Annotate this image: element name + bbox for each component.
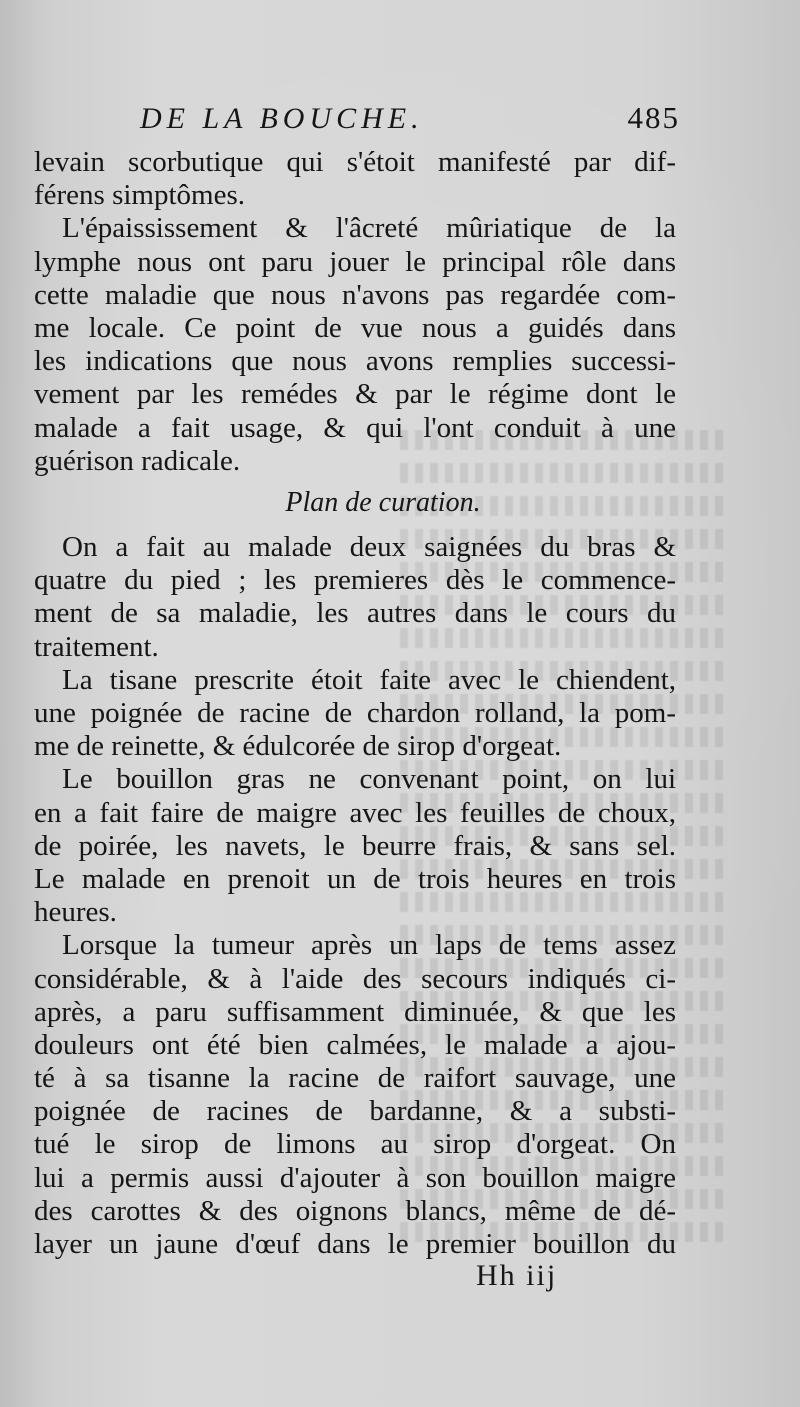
page-text xyxy=(34,146,676,1261)
paragraph-line: On a fait au malade deux saignées du bras & xyxy=(62,531,676,564)
section-heading: Plan de curation. xyxy=(285,486,481,518)
paragraph-line: La tisane prescrite étoit faite avec le chiendent, xyxy=(62,663,676,696)
paragraph-line: lui a permis aussi d'ajouter à son bouillon maigre xyxy=(34,1161,676,1194)
paragraph-line: des carottes & des oignons blancs, même de dé- xyxy=(34,1194,676,1227)
paragraph-line: heures. xyxy=(34,896,117,929)
paragraph-line: Lorsque la tumeur après un laps de tems assez xyxy=(62,929,676,962)
paragraph-line: douleurs ont été bien calmées, le malade a ajou- xyxy=(34,1028,676,1061)
paragraph-line: layer un jaune d'œuf dans le premier bouillon du xyxy=(34,1228,676,1260)
running-head: DE LA BOUCHE. xyxy=(140,102,424,135)
paragraph-line: Le bouillon gras ne convenant point, on lui xyxy=(62,763,676,796)
paragraph-line: tué le sirop de limons au sirop d'orgeat. On xyxy=(34,1128,676,1161)
page-header xyxy=(140,102,680,146)
paragraph-line: Le malade en prenoit un de trois heures en trois xyxy=(34,862,676,895)
paragraph-line: guérison radicale. xyxy=(34,444,241,477)
paragraph-line: de poirée, les navets, le beurre frais, & sans sel. xyxy=(34,829,676,862)
paragraph-line: té à sa tisanne la racine de raifort sauvage, une xyxy=(34,1062,676,1095)
paragraph-line: quatre du pied ; les premieres dès le commence- xyxy=(34,564,676,597)
paragraph-line: malade a fait usage, & qui l'ont conduit à une xyxy=(34,411,676,444)
paragraph-line: en a fait faire de maigre avec les feuilles de choux, xyxy=(34,796,676,829)
paragraph-line: me de reinette, & édulcorée de sirop d'orgeat. xyxy=(34,730,562,763)
text-line: levain scorbutique qui s'étoit manifesté par dif- xyxy=(34,146,676,178)
text-line: férens simptômes. xyxy=(34,179,246,212)
paragraph-line: ment de sa maladie, les autres dans le cours du xyxy=(34,597,676,630)
paragraph-line: les indications que nous avons remplies successi- xyxy=(34,345,676,378)
page-number: 485 xyxy=(627,100,680,135)
paragraph-line: après, a paru suffisamment diminuée, & que les xyxy=(34,995,676,1028)
paragraph-line: traitement. xyxy=(34,630,159,663)
paragraph-line: vement par les remédes & par le régime dont le xyxy=(34,378,676,411)
paragraph-line: poignée de racines de bardanne, & a substi- xyxy=(34,1095,676,1128)
paragraph-line: lymphe nous ont paru jouer le principal rôle dans xyxy=(34,245,676,278)
paragraph-line: une poignée de racine de chardon rolland, la pom- xyxy=(34,697,676,729)
printer-signature: Hh iij xyxy=(476,1259,558,1292)
paragraph-line: L'épaississement & l'âcreté mûriatique de la xyxy=(62,212,676,245)
paragraph-line: me locale. Ce point de vue nous a guidés dans xyxy=(34,311,676,344)
paragraph-line: cette maladie que nous n'avons pas regardée com- xyxy=(34,278,676,311)
paragraph-line: considérable, & à l'aide des secours indiqués ci- xyxy=(34,962,676,995)
